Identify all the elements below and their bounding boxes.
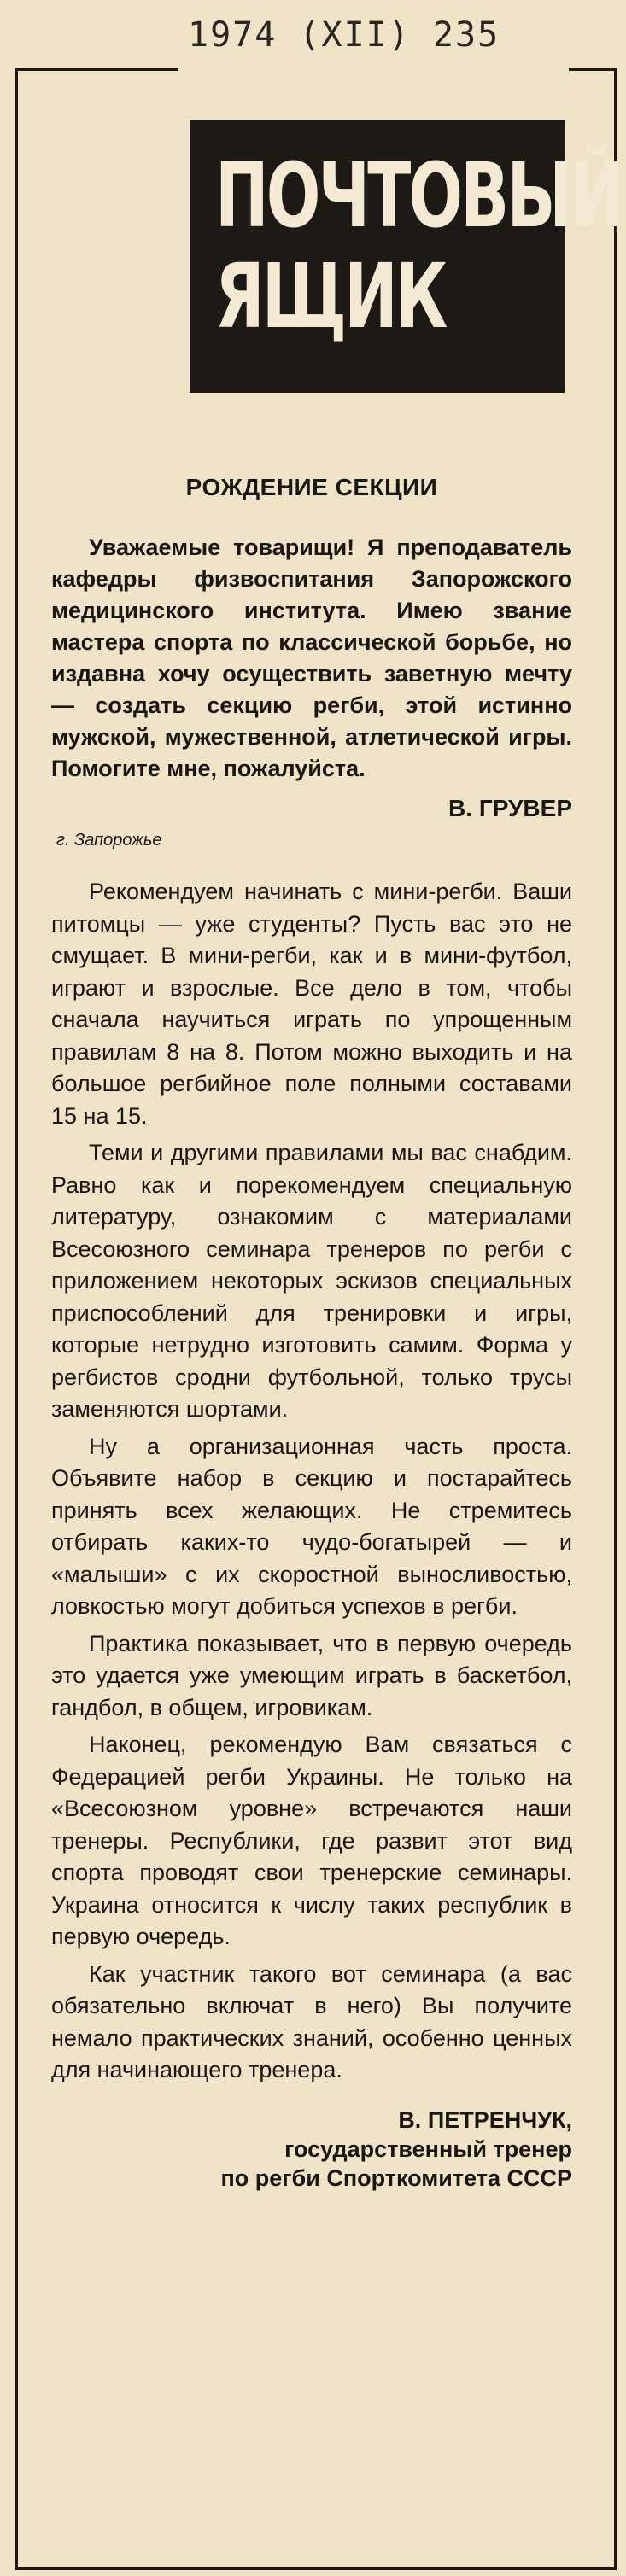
rubric-stamp	[190, 120, 622, 393]
reply-author-organization: по регби Спорткомитета СССР	[220, 2164, 572, 2191]
article	[51, 474, 572, 2193]
reader-letter: Уважаемые товарищи! Я преподаватель кафедры физвоспитания Запорожского медицинского института. Имею звание мастера спорта по классической борьбе, но издавна хочу осуществить заветную мечту — создать секцию регби, этой истинно мужской, мужественной, атлетической игры. Помогите мне, пожалуйста.	[51, 534, 572, 781]
article-headline: РОЖДЕНИЕ СЕКЦИИ	[185, 474, 438, 500]
rubric-title-line2: ЯЩИК	[215, 244, 446, 348]
reply-paragraph: Рекомендуем начинать с мини-регби. Ваши питомцы — уже студенты? Пусть вас это не смущает. В мини-регби, как и в мини-футбол, играют и взрослые. Все дело в том, чтобы сначала научиться играть по упрощенным правилам 8 на 8. Потом можно выходить и на большое регбийное поле полными составами 15 на 15.	[51, 879, 572, 1129]
reply-paragraph: Как участник такого вот семинара (а вас обязательно включат в него) Вы получите немало практических знаний, особенно ценных для начинающего тренера.	[51, 1960, 572, 2082]
reply-paragraph: Ну а организационная часть проста. Объявите набор в секцию и постарайтесь принять всех желающих. Не стремитесь отбирать каких-то чудо-богатырей — и «малыши» с их скоростной выносливостью, ловкостью могут добиться успехов в регби.	[51, 1433, 572, 1619]
reply-author-name: В. ПЕТРЕНЧУК,	[398, 2106, 572, 2133]
letter-author: В. ГРУВЕР	[448, 795, 572, 821]
frame-top-right-border	[569, 68, 617, 71]
rubric-title-line1: ПОЧТОВЫЙ	[215, 143, 622, 248]
letter-city: г. Запорожье	[56, 831, 162, 850]
reply-paragraph: Теми и другими правилами мы вас снабдим. Равно как и порекомендуем специальную литературу, ознакомим с материалами Всесоюзного семинара тренеров по регби с приложением некоторых эскизов специальных приспособлений для тренировки и игры, которые нетрудно изготовить самим. Форма у регбистов сродни футбольной, только трусы заменяются шортами.	[51, 1140, 572, 1422]
archive-mark: 1974 (XII) 235	[188, 15, 500, 55]
reply-author-title: государственный тренер	[284, 2135, 572, 2162]
reply-paragraph: Практика показывает, что в первую очередь это удается уже умеющим играть в баскетбол, гандбол, в общем, игровикам.	[51, 1630, 572, 1720]
reply-signature	[51, 2106, 572, 2193]
reply-paragraph: Наконец, рекомендую Вам связаться с Федерацией регби Украины. Не только на «Всесоюзном уровне» встречаются наши тренеры. Республики, где развит этот вид спорта проводят свои тренерские семинары. Украина относится к числу таких республик в первую очередь.	[51, 1732, 572, 1949]
frame-top-left-border	[15, 68, 178, 71]
